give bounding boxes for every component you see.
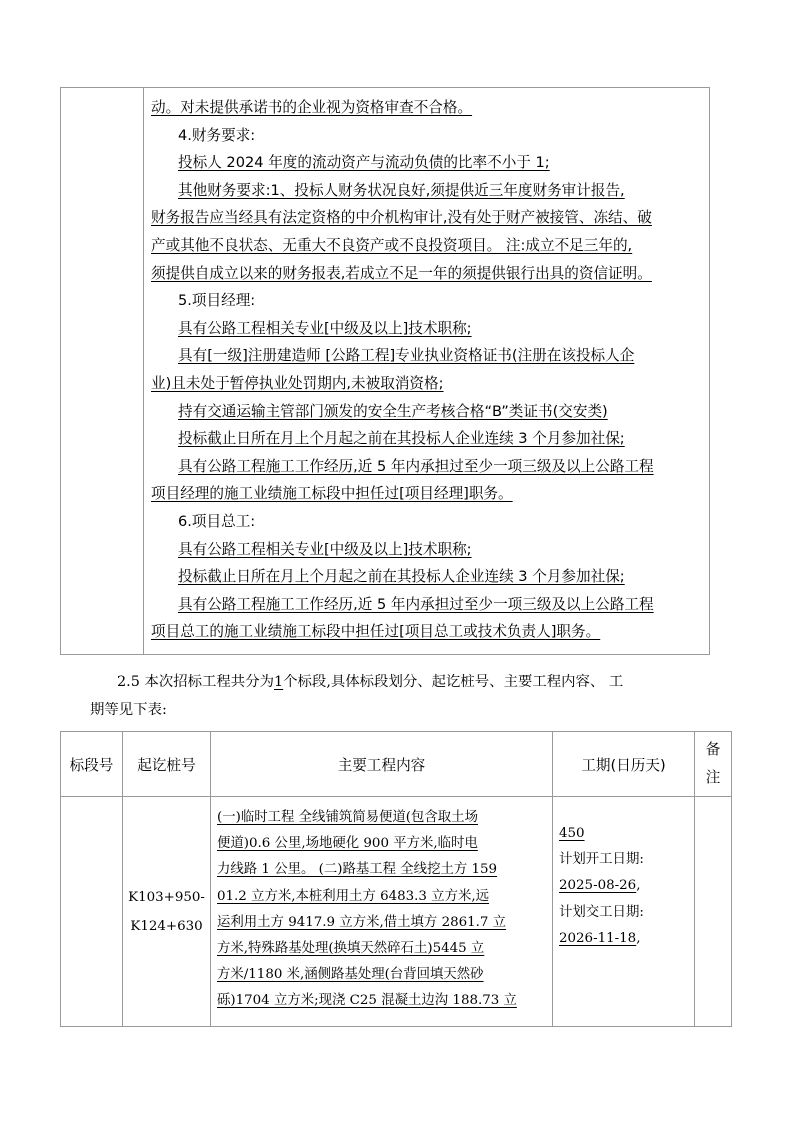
requirement-text: 投标截止日所在月上个月起之前在其投标人企业连续 3 个月参加社保; — [178, 430, 625, 448]
header-section-no: 标段号 — [61, 732, 123, 797]
header-content: 主要工程内容 — [211, 732, 553, 797]
header-stake: 起讫桩号 — [123, 732, 211, 797]
content-text: (一)临时工程 全线铺筑简易便道(包含取土场 — [217, 810, 478, 825]
requirement-line — [151, 260, 707, 288]
requirement-text: 具有公路工程相关专业[中级及以上]技术职称; — [178, 319, 472, 337]
cell-remark — [695, 797, 732, 1027]
content-line — [217, 962, 546, 988]
content-text: 方米/1180 米,涵侧路基处理(台背回填天然砂 — [217, 967, 484, 983]
requirement-line — [151, 342, 707, 370]
requirement-line — [151, 177, 707, 205]
requirement-line — [151, 287, 707, 315]
content-text: 01.2 立方米,本桩利用土方 6483.3 立方米,远 — [217, 888, 490, 904]
end-label: 计划交工日期: — [559, 904, 644, 920]
requirement-line — [151, 232, 707, 260]
content-line — [217, 805, 546, 831]
intro-suffix: 个标段,具体标段划分、起讫桩号、主要工程内容、 工 — [283, 674, 624, 690]
requirement-text: 具有公路工程相关专业[中级及以上]技术职称; — [178, 540, 472, 558]
requirements-table — [60, 87, 710, 655]
column-divider — [143, 88, 144, 654]
start-label: 计划开工日期: — [559, 852, 644, 868]
requirements-cell — [151, 94, 707, 646]
start-sep: , — [636, 878, 641, 894]
intro-line-2: 期等见下表: — [90, 702, 167, 718]
requirement-line — [151, 370, 707, 398]
requirement-text: 具有[一级]注册建造师 [公路工程]专业执业资格证书(注册在该投标人企 — [178, 347, 635, 365]
requirement-line — [151, 618, 707, 646]
requirement-text: 4.财务要求: — [178, 126, 256, 144]
requirement-text: 其他财务要求:1、投标人财务状况良好,须提供近三年度财务审计报告, — [178, 181, 625, 199]
requirement-text: 具有公路工程施工工作经历,近 5 年内承担过至少一项三级及以上公路工程 — [178, 457, 654, 475]
requirement-line — [151, 563, 707, 591]
intro-count: 1 — [273, 674, 284, 690]
requirement-line — [151, 149, 707, 177]
table-row — [61, 797, 732, 1027]
requirement-text: 投标人 2024 年度的流动资产与流动负债的比率不小于 1; — [178, 154, 550, 172]
content-text: 力线路 1 公里。 (二)路基工程 全线挖土方 159 — [217, 862, 498, 878]
end-date: 2026-11-18 — [559, 930, 637, 946]
requirement-text: 动。对未提供承诺书的企业视为资格审查不合格。 — [151, 99, 473, 116]
requirement-line — [151, 425, 707, 453]
requirement-line — [151, 591, 707, 619]
requirement-line — [151, 398, 707, 426]
requirement-line — [151, 453, 707, 481]
requirement-text: 财务报告应当经具有法定资格的中介机构审计,没有处于财产被接管、冻结、破 — [151, 209, 652, 227]
cell-content — [211, 797, 553, 1027]
cell-period — [553, 797, 695, 1027]
section-table — [60, 731, 732, 1027]
content-text: 方米,特殊路基处理(换填天然碎石土)5445 立 — [217, 940, 485, 956]
requirement-text: 须提供自成立以来的财务报表,若成立不足一年的须提供银行出具的资信证明。 — [151, 264, 652, 282]
requirement-line — [151, 315, 707, 343]
requirement-text: 业)且未处于暂停执业处罚期内,未被取消资格; — [151, 374, 444, 392]
requirement-text: 产或其他不良状态、无重大不良资产或不良投资项目。 注:成立不足三年的, — [151, 236, 633, 254]
requirement-text: 具有公路工程施工工作经历,近 5 年内承担过至少一项三级及以上公路工程 — [178, 595, 654, 613]
cell-stake — [123, 797, 211, 1027]
requirement-text: 项目经理的施工业绩施工标段中担任过[项目经理]职务。 — [151, 485, 513, 503]
period-days: 450 — [559, 826, 585, 841]
requirement-line — [151, 480, 707, 508]
start-date: 2025-08-26 — [559, 878, 637, 894]
intro-prefix: 2.5 本次招标工程共分为 — [117, 674, 274, 690]
content-line — [217, 910, 546, 936]
table-header-row — [61, 732, 732, 797]
header-period: 工期(日历天) — [553, 732, 695, 797]
header-remark-1: 备 — [705, 741, 721, 758]
requirement-text: 投标截止日所在月上个月起之前在其投标人企业连续 3 个月参加社保; — [178, 568, 625, 586]
content-line — [217, 936, 546, 962]
requirement-text: 持有交通运输主管部门颁发的安全生产考核合格“B”类证书(交安类) — [178, 402, 608, 420]
requirement-line — [151, 122, 707, 150]
header-remark — [695, 732, 732, 797]
content-line — [217, 884, 546, 910]
stake-end: K124+630 — [130, 918, 203, 934]
end-sep: , — [636, 930, 641, 946]
content-text: 运利用土方 9417.9 立方米,借土填方 2861.7 立 — [217, 914, 507, 930]
requirement-line — [151, 204, 707, 232]
stake-start: K103+950- — [128, 889, 205, 905]
requirement-text: 6.项目总工: — [178, 512, 256, 530]
cell-section-no — [61, 797, 123, 1027]
content-line — [217, 988, 546, 1014]
content-text: 便道)0.6 公里,场地硬化 900 平方米,临时电 — [217, 836, 478, 852]
requirement-line — [151, 536, 707, 564]
requirement-line — [151, 508, 707, 536]
content-text: 砾)1704 立方米;现浇 C25 混凝土边沟 188.73 立 — [217, 993, 517, 1009]
intro-line-1 — [117, 670, 623, 691]
requirement-text: 5.项目经理: — [178, 292, 256, 310]
requirement-line — [151, 94, 707, 122]
content-line — [217, 831, 546, 857]
header-remark-2: 注 — [705, 769, 721, 786]
content-line — [217, 857, 546, 883]
requirement-text: 项目总工的施工业绩施工标段中担任过[项目总工或技术负责人]职务。 — [151, 623, 601, 641]
